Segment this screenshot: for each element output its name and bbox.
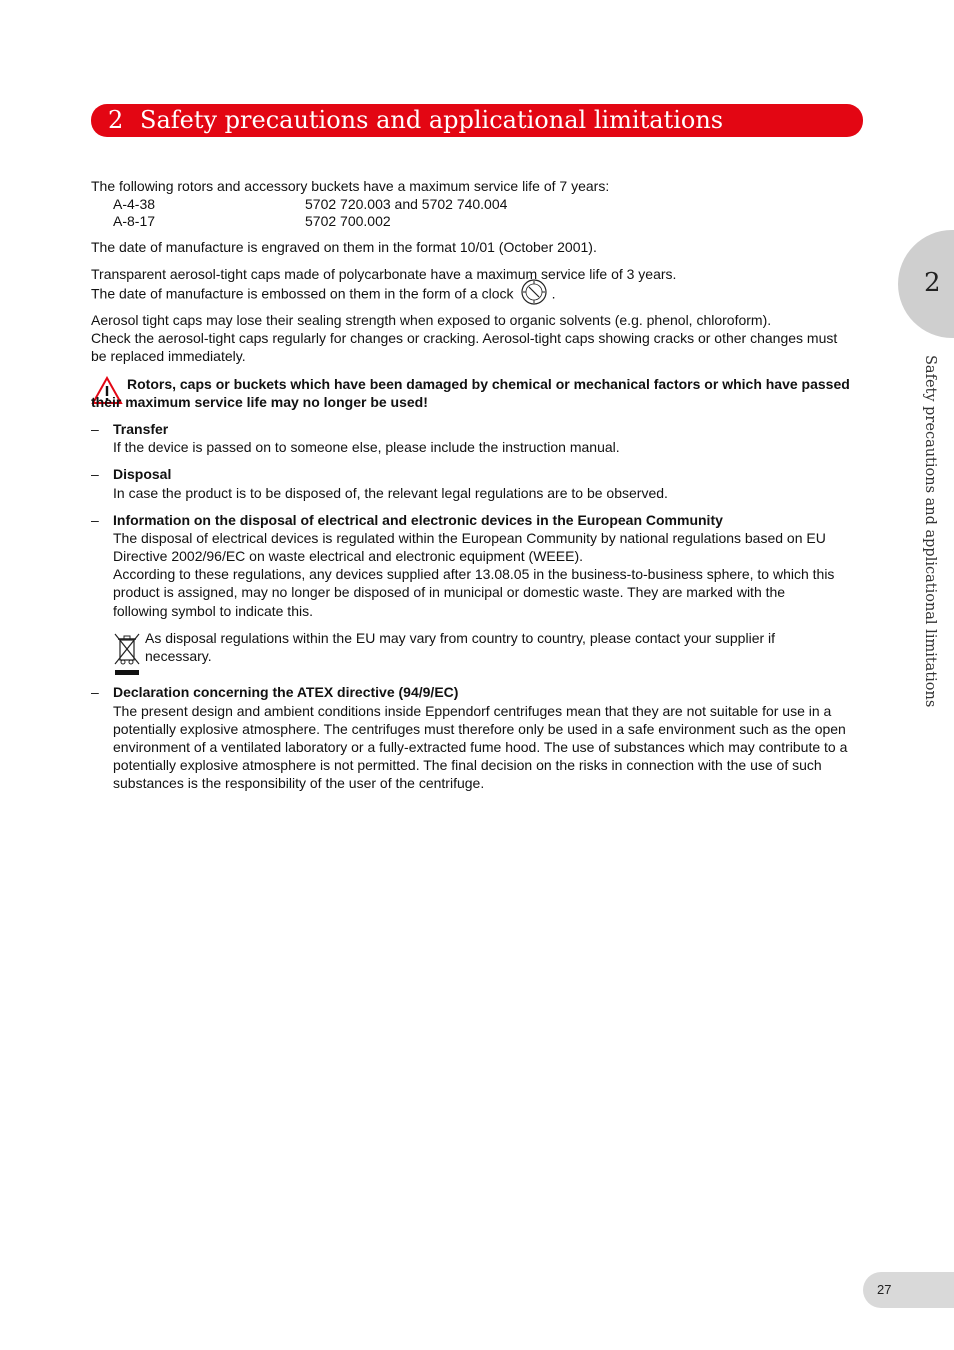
- warning-text: their maximum service life may no longer be used!: [91, 394, 428, 410]
- atex-text-line: The present design and ambient conditions inside Eppendorf centrifuges mean that they are not suitable for use in a: [113, 703, 832, 719]
- rotor-name: A-8-17: [113, 213, 156, 229]
- caps-service-life: Transparent aerosol-tight caps made of polycarbonate have a maximum service life of 3 years.: [91, 266, 677, 282]
- side-chapter-number: 2: [924, 268, 941, 298]
- solvents-text: Aerosol tight caps may lose their sealing strength when exposed to organic solvents (e.g. phenol, chloroform).: [91, 312, 772, 328]
- check-caps-line: be replaced immediately.: [91, 348, 246, 364]
- list-dash: –: [91, 466, 99, 482]
- weee-text-line: product is assigned, may no longer be disposed of in municipal or domestic waste. They are marked with the: [113, 584, 786, 600]
- chapter-number: 2: [108, 106, 124, 134]
- caps-date-text: The date of manufacture is embossed on them in the form of a clock .: [91, 284, 863, 306]
- chapter-title: Safety precautions and applicational limitations: [140, 106, 724, 134]
- weee-note-line: necessary.: [145, 648, 212, 664]
- disposal-title: Disposal: [113, 466, 172, 482]
- transfer-text: If the device is passed on to someone else, please include the instruction manual.: [113, 439, 620, 455]
- transfer-title: Transfer: [113, 421, 169, 437]
- weee-text-line: Directive 2002/96/EC on waste electrical and electronic equipment (WEEE).: [113, 548, 583, 564]
- weee-text-line: following symbol to indicate this.: [113, 603, 313, 619]
- list-dash: –: [91, 684, 99, 700]
- weee-title: Information on the disposal of electrical and electronic devices in the European Community: [113, 512, 723, 528]
- check-caps-line: Check the aerosol-tight caps regularly for changes or cracking. Aerosol-tight caps showing cracks or other changes must: [91, 330, 838, 346]
- atex-text-line: substances is the responsibility of the user of the centrifuge.: [113, 775, 485, 791]
- page-number: 27: [877, 1282, 892, 1297]
- manufacture-date-text: The date of manufacture is engraved on them in the format 10/01 (October 2001).: [91, 239, 597, 255]
- side-chapter-label: Safety precautions and applicational limitations: [922, 355, 938, 708]
- atex-text-line: potentially explosive atmosphere. The centrifuges must therefore only be used in a safe environment such as the open: [113, 721, 846, 737]
- rotor-order-number: 5702 700.002: [305, 213, 391, 229]
- clock-icon: [520, 278, 548, 306]
- atex-text-line: environment of a ventilated laboratory or a fully-extracted fume hood. The use of substances which may contribute to a: [113, 739, 848, 755]
- warning-text: Rotors, caps or buckets which have been damaged by chemical or mechanical factors or which have passed: [127, 376, 850, 392]
- weee-text-line: According to these regulations, any devices supplied after 13.08.05 in the business-to-business sphere, to which this: [113, 566, 835, 582]
- list-dash: –: [91, 512, 99, 528]
- rotor-order-number: 5702 720.003 and 5702 740.004: [305, 196, 508, 212]
- weee-text-line: The disposal of electrical devices is regulated within the European Community by national regulations based on EU: [113, 530, 826, 546]
- service-life-intro: The following rotors and accessory buckets have a maximum service life of 7 years:: [91, 178, 610, 194]
- atex-text-line: potentially explosive atmosphere is not permitted. The final decision on the risks in connection with the use of such: [113, 757, 822, 773]
- atex-title: Declaration concerning the ATEX directive (94/9/EC): [113, 684, 459, 700]
- disposal-text: In case the product is to be disposed of, the relevant legal regulations are to be observed.: [113, 485, 668, 501]
- crossed-out-bin-icon: [113, 631, 141, 677]
- rotor-name: A-4-38: [113, 196, 156, 212]
- chapter-banner: [91, 104, 863, 137]
- list-dash: –: [91, 421, 99, 437]
- side-chapter-tab: [898, 230, 954, 338]
- weee-note-line: As disposal regulations within the EU may vary from country to country, please contact your supplier if: [145, 630, 776, 646]
